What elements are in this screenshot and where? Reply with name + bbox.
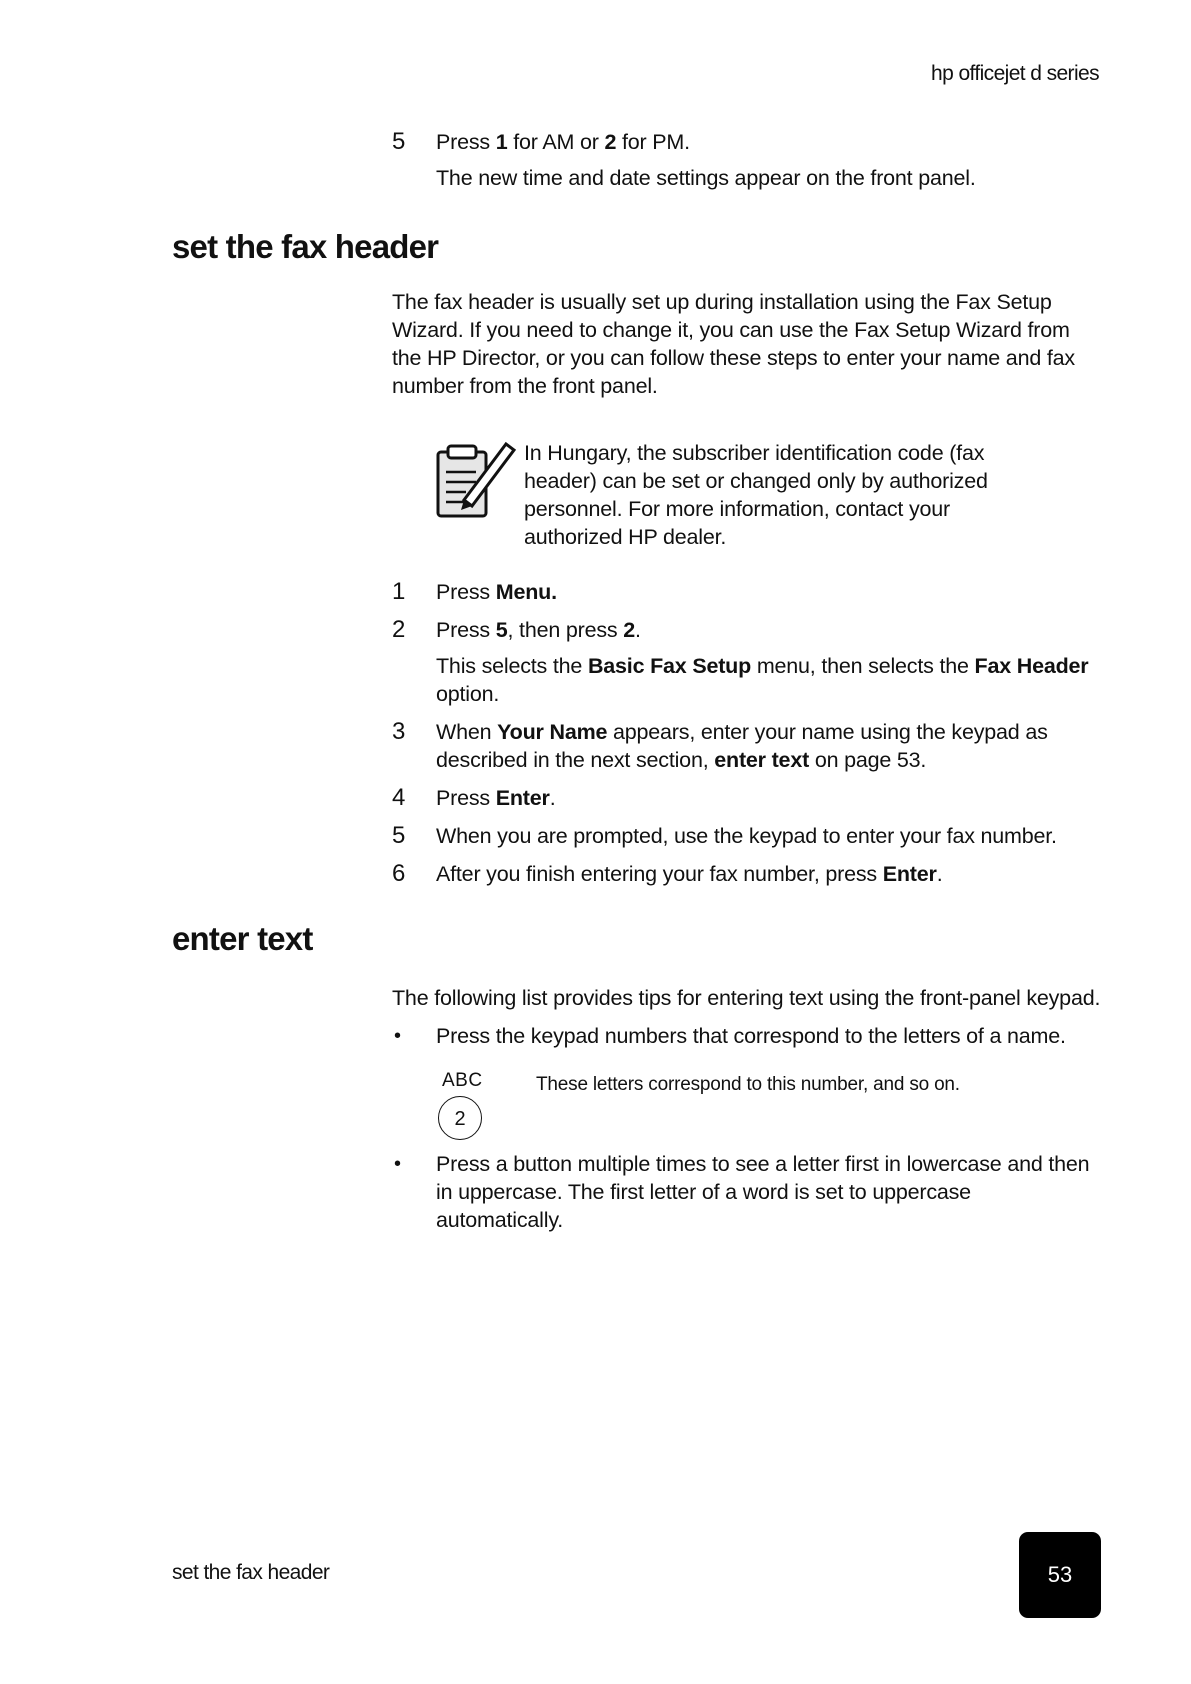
enter-text-intro: The following list provides tips for entering text using the front-panel keypad. xyxy=(392,986,1101,1010)
text-run: . xyxy=(634,618,641,642)
key-label: Enter xyxy=(882,862,937,886)
running-header: hp officejet d series xyxy=(931,62,1099,85)
step-number: 3 xyxy=(392,718,406,745)
fax-step-3 xyxy=(392,718,1112,778)
bullet-marker: • xyxy=(394,1153,402,1175)
step-text xyxy=(436,784,1096,812)
step-text xyxy=(436,860,1096,888)
fax-step-1 xyxy=(392,578,1112,608)
text-run: Press xyxy=(436,580,496,604)
keypad-button-icon: 2 xyxy=(438,1096,482,1140)
step-number: 4 xyxy=(392,784,406,811)
text-run: , then press xyxy=(507,618,624,642)
fax-step-2 xyxy=(392,616,1112,706)
key-label: Menu. xyxy=(495,580,557,604)
menu-name: Fax Header xyxy=(974,654,1089,678)
section-heading-fax-header: set the fax header xyxy=(172,228,439,265)
menu-name: Basic Fax Setup xyxy=(587,654,752,678)
step-number: 2 xyxy=(392,616,406,643)
cross-reference: enter text xyxy=(714,748,810,772)
fax-step-5 xyxy=(392,822,1112,852)
key-label: 2 xyxy=(604,130,617,154)
text-run: . xyxy=(936,862,943,886)
text-run: Press xyxy=(436,618,496,642)
keypad-caption: These letters correspond to this number, and so on. xyxy=(536,1074,960,1095)
step-result: The new time and date settings appear on the front panel. xyxy=(436,166,976,190)
prompt-name: Your Name xyxy=(497,720,608,744)
text-run: When xyxy=(436,720,498,744)
section-heading-enter-text: enter text xyxy=(172,920,313,957)
step-number: 6 xyxy=(392,860,406,887)
key-label: 2 xyxy=(623,618,635,642)
text-run: Press xyxy=(436,786,496,810)
fax-header-intro: The fax header is usually set up during installation using the Fax Setup Wizard. If you need to change it, you can use the Fax Setup Wizard from the HP Director, or you can follow these steps to enter your name and fax number from the front panel. xyxy=(392,290,1075,398)
text-run: Press xyxy=(436,130,496,154)
text-run: on page 53. xyxy=(809,748,927,772)
step-text xyxy=(436,578,1096,606)
note-text: In Hungary, the subscriber identification code (fax header) can be set or changed only by authorized personnel. For more information, contact your authorized HP dealer. xyxy=(524,441,988,549)
tip-bullet-1: Press the keypad numbers that correspond to the letters of a name. xyxy=(436,1024,1066,1048)
key-label: Enter xyxy=(495,786,550,810)
time-step-5 xyxy=(392,128,1112,188)
step-text: When you are prompted, use the keypad to enter your fax number. xyxy=(436,824,1057,848)
fax-step-4 xyxy=(392,784,1112,814)
step-number: 5 xyxy=(392,128,406,155)
bullet-marker: • xyxy=(394,1025,402,1047)
text-run: for PM. xyxy=(616,130,690,154)
page-number: 53 xyxy=(1019,1532,1101,1618)
step-text xyxy=(436,128,1096,156)
text-run: menu, then selects the xyxy=(751,654,975,678)
text-run: for AM or xyxy=(507,130,605,154)
step-text xyxy=(436,718,1096,774)
step-number: 1 xyxy=(392,578,406,605)
step-text xyxy=(436,616,1096,644)
note-pad-icon xyxy=(436,438,520,526)
text-run: option. xyxy=(436,682,500,706)
key-label: 1 xyxy=(495,130,508,154)
text-run: This selects the xyxy=(436,654,588,678)
text-run: appears, enter your name using the keypad as described in the next section, xyxy=(436,720,1048,772)
text-run: After you finish entering your fax number, press xyxy=(436,862,883,886)
tip-bullet-2: Press a button multiple times to see a letter first in lowercase and then in uppercase. The first letter of a word is set to uppercase automatically. xyxy=(436,1152,1090,1232)
key-label: 5 xyxy=(495,618,508,642)
footer-section-title: set the fax header xyxy=(172,1561,330,1584)
step-number: 5 xyxy=(392,822,406,849)
keypad-letters: ABC xyxy=(442,1070,483,1091)
fax-step-6 xyxy=(392,860,1112,890)
step-detail xyxy=(436,652,1096,708)
text-run: . xyxy=(549,786,556,810)
